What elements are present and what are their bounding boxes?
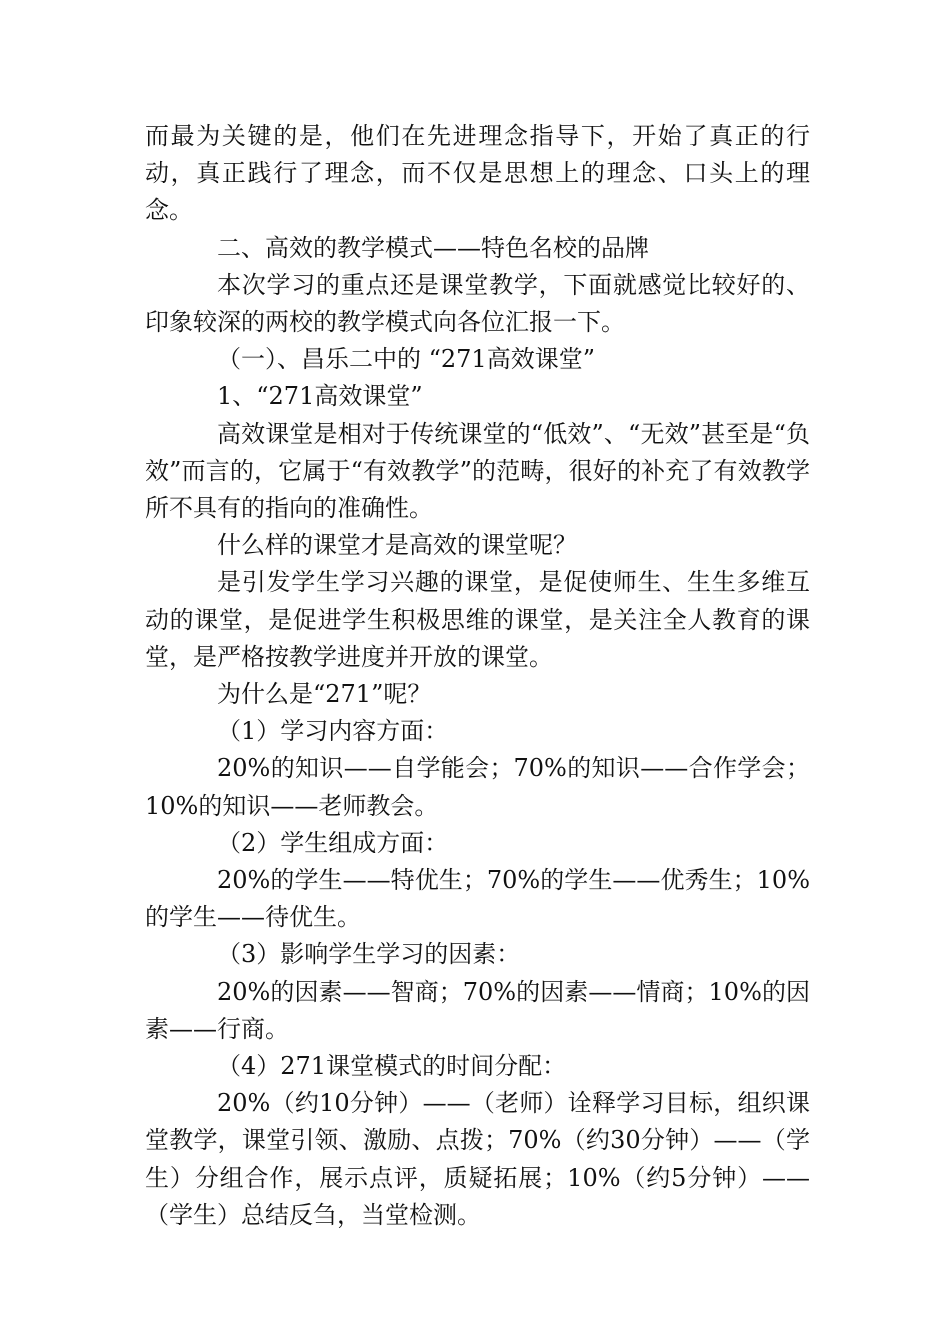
paragraph-student-composition: 20%的学生——特优生；70%的学生——优秀生；10%的学生——待优生。: [145, 866, 810, 932]
document-body: [145, 118, 810, 1234]
item-heading-learning-content: （1）学习内容方面：: [217, 717, 449, 746]
paragraph-time-allocation: 20%（约10分钟）——（老师）诠释学习目标，组织课堂教学，课堂引领、激励、点拨；70%（约30分钟）——（学生）分组合作，展示点评，质疑拓展；10%（约5分钟）——（学生）总结反刍，当堂检测。: [145, 1089, 810, 1229]
section-heading-teaching-model: 二、高效的教学模式——特色名校的品牌: [217, 233, 649, 262]
paragraph-key-action: 而最为关键的是，他们在先进理念指导下，开始了真正的行动，真正践行了理念，而不仅是思想上的理念、口头上的理念。: [145, 122, 810, 225]
paragraph-efficient-class-definition: 高效课堂是相对于传统课堂的“低效”、“无效”甚至是“负效”而言的，它属于“有效教学”的范畴，很好的补充了有效教学所不具有的指向的准确性。: [145, 419, 810, 523]
paragraph-question-efficient-class: 什么样的课堂才是高效的课堂呢？: [217, 531, 577, 560]
paragraph-learning-content: 20%的知识——自学能会；70%的知识——合作学会；10%的知识——老师教会。: [145, 754, 810, 820]
subheading-271-efficient-class: 1、“271高效课堂”: [217, 382, 423, 411]
paragraph-why-271: 为什么是“271”呢？: [217, 680, 432, 709]
paragraph-answer-efficient-class: 是引发学生学习兴趣的课堂，是促使师生、生生多维互动的课堂，是促进学生积极思维的课堂，是关注全人教育的课堂，是严格按教学进度并开放的课堂。: [145, 568, 810, 671]
item-heading-learning-factors: （3）影响学生学习的因素：: [217, 940, 521, 969]
subheading-changle-271: （一）、昌乐二中的 “271高效课堂”: [217, 345, 595, 374]
paragraph-learning-factors: 20%的因素——智商；70%的因素——情商；10%的因素——行商。: [145, 977, 810, 1043]
paragraph-study-focus: 本次学习的重点还是课堂教学，下面就感觉比较好的、印象较深的两校的教学模式向各位汇报一下。: [145, 270, 810, 337]
item-heading-time-allocation: （4）271课堂模式的时间分配：: [217, 1052, 567, 1081]
item-heading-student-composition: （2）学生组成方面：: [217, 828, 449, 857]
